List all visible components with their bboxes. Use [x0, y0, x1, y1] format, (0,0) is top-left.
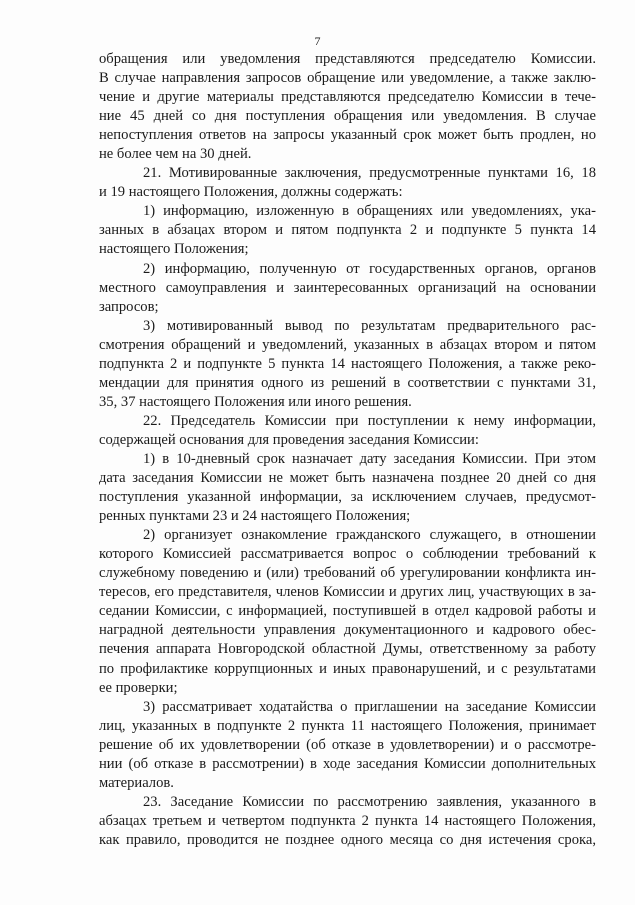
text-line: абзацах третьем и четвертом подпункта 2 пункта 14 настоящего Положения,: [99, 812, 596, 829]
text-line: занных в абзацах втором и пятом подпункта 2 и подпункте 5 пункта 14: [99, 222, 596, 239]
text-line: 2) информацию, полученную от государственных органов, органов: [143, 260, 596, 277]
text-line: служебному поведению и (или) требований об урегулировании конфликта ин-: [99, 565, 596, 582]
text-line: не более чем на 30 дней.: [99, 146, 252, 163]
text-line: местного самоуправления и заинтересованных организаций на основании: [99, 279, 596, 296]
text-line: смотрения обращений и уведомлений, указанных в абзацах втором и пятом: [99, 336, 596, 353]
text-line: решение об их удовлетворении (об отказе в удовлетворении) и о рассмотре-: [99, 736, 596, 753]
text-line: 1) информацию, изложенную в обращениях или уведомлениях, ука-: [143, 203, 596, 220]
text-line: материалов.: [99, 774, 174, 791]
text-line: как правило, проводится не позднее одного месяца со дня истечения срока,: [99, 831, 596, 848]
text-line: 35, 37 настоящего Положения или иного решения.: [99, 393, 412, 410]
text-line: лиц, указанных в подпункте 2 пункта 11 настоящего Положения, принимает: [99, 717, 596, 734]
page-number: 7: [314, 34, 321, 48]
text-line: настоящего Положения;: [99, 241, 249, 258]
text-line: дата заседания Комиссии не может быть назначена позднее 20 дней со дня: [99, 470, 596, 487]
text-line: 21. Мотивированные заключения, предусмотренные пунктами 16, 18: [143, 165, 596, 182]
text-line: мендации для принятия одного из решений в соответствии с пунктами 31,: [99, 374, 596, 391]
text-line: нии (об отказе в рассмотрении) в ходе заседания Комиссии дополнительных: [99, 755, 596, 772]
text-line: печения аппарата Новгородской областной Думы, ответственному за работу: [99, 641, 596, 658]
text-line: ренных пунктами 23 и 24 настоящего Положения;: [99, 508, 411, 525]
text-line: 22. Председатель Комиссии при поступлении к нему информации,: [143, 412, 596, 429]
text-line: 3) мотивированный вывод по результатам предварительного рас-: [143, 317, 596, 334]
text-line: которого Комиссией рассматривается вопрос о соблюдении требований к: [99, 546, 596, 563]
text-line: В случае направления запросов обращение или уведомление, а также заклю-: [99, 70, 596, 87]
text-line: тересов, его представителя, членов Комиссии и других лиц, участвующих в за-: [99, 584, 596, 601]
text-line: седании Комиссии, с информацией, поступившей в отдел кадровой работы и: [99, 603, 596, 620]
text-line: наградной деятельности управления документационного и кадрового обес-: [99, 622, 596, 639]
text-line: 1) в 10-дневный срок назначает дату заседания Комиссии. При этом: [143, 450, 596, 467]
text-line: 2) организует ознакомление гражданского служащего, в отношении: [143, 527, 596, 544]
text-line: 23. Заседание Комиссии по рассмотрению заявления, указанного в: [143, 793, 596, 810]
text-line: запросов;: [99, 298, 159, 315]
text-line: ее проверки;: [99, 679, 178, 696]
text-line: чение и другие материалы представляются председателю Комиссии в тече-: [99, 89, 596, 106]
text-line: обращения или уведомления представляются председателю Комиссии.: [99, 51, 596, 67]
text-line: по профилактике коррупционных и иных правонарушений, и с результатами: [99, 660, 596, 677]
text-line: непоступления ответов на запросы указанный срок может быть продлен, но: [99, 127, 596, 144]
text-line: подпункта 2 и подпункте 5 пункта 14 настоящего Положения, а также реко-: [99, 355, 596, 372]
text-line: поступления указанной информации, за исключением случаев, предусмот-: [99, 489, 596, 506]
text-line: ние 45 дней со дня поступления обращения или уведомления. В случае: [99, 108, 596, 125]
text-line: и 19 настоящего Положения, должны содержать:: [99, 184, 403, 201]
text-line: 3) рассматривает ходатайства о приглашении на заседание Комиссии: [143, 698, 596, 715]
document-body: [99, 50, 596, 850]
text-line: содержащей основания для проведения заседания Комиссии:: [99, 431, 479, 448]
